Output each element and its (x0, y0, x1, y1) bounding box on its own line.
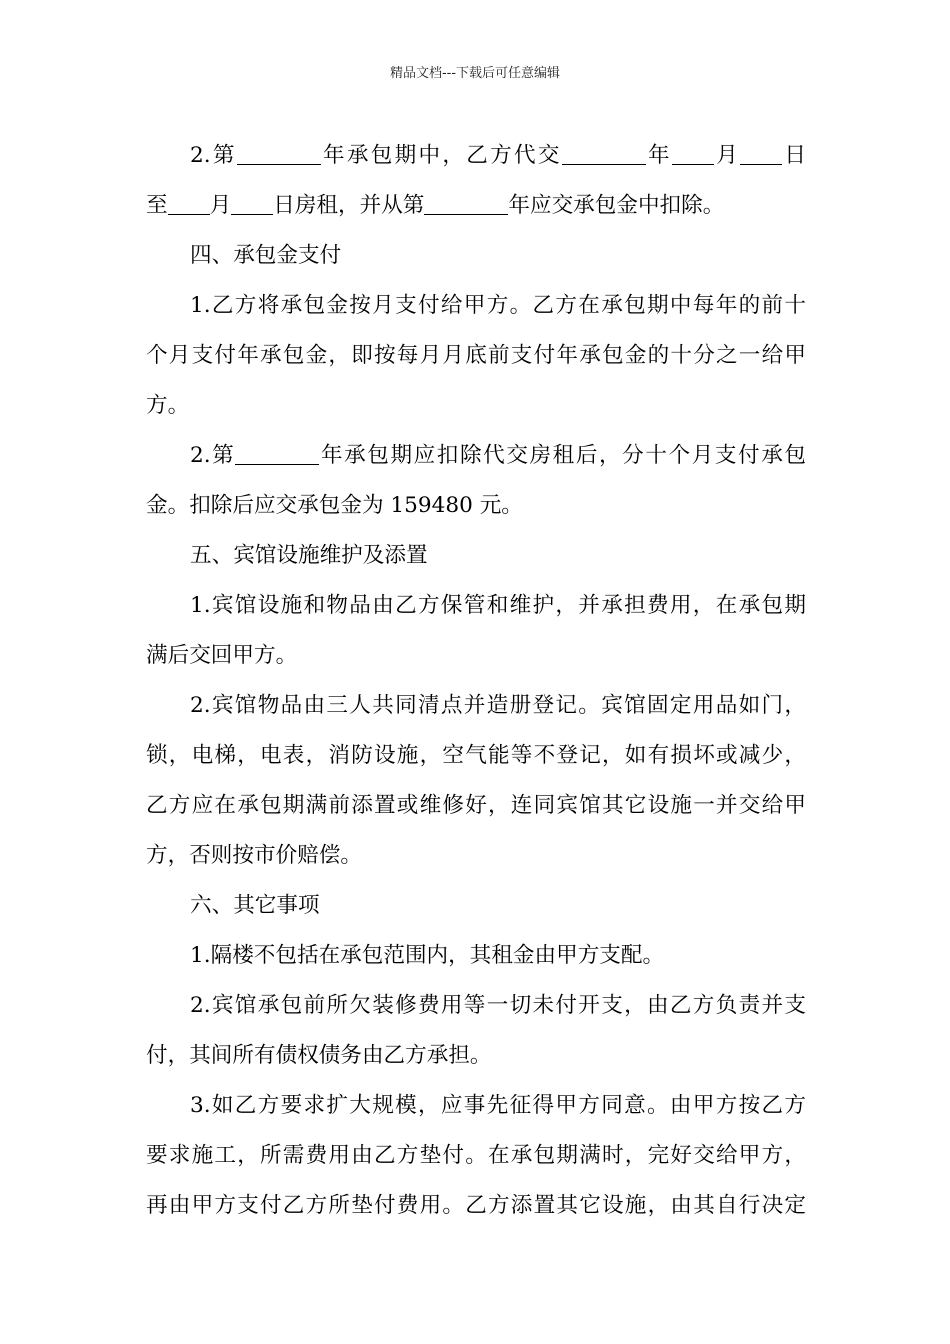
paragraph-line: 方。 (146, 393, 190, 418)
fill-blank[interactable] (562, 142, 646, 165)
paragraph-line: 要求施工，所需费用由乙方垫付。在承包期满时，完好交给甲方， (146, 1143, 806, 1168)
paragraph-line: 2.宾馆物品由三人共同清点并造册登记。宾馆固定用品如门， (190, 693, 806, 718)
fill-blank[interactable] (740, 142, 782, 165)
paragraph-line: 个月支付年承包金，即按每月月底前支付年承包金的十分之一给甲 (146, 343, 806, 368)
fill-blank[interactable] (231, 192, 273, 215)
section-heading: 五、宾馆设施维护及添置 (190, 543, 428, 568)
clause-line (146, 181, 806, 231)
paragraph-line: 锁，电梯，电表，消防设施，空气能等不登记，如有损坏或减少， (146, 743, 806, 768)
paragraph-line: 1.乙方将承包金按月支付给甲方。乙方在承包期中每年的前十 (190, 293, 806, 318)
paragraph-line: 1.宾馆设施和物品由乙方保管和维护，并承担费用，在承包期 (190, 593, 806, 618)
paragraph-line: 金。扣除后应交承包金为 159480 元。 (146, 493, 523, 518)
clause-text: 至 (146, 193, 168, 218)
paragraph-line: 3.如乙方要求扩大规模，应事先征得甲方同意。由甲方按乙方 (190, 1093, 806, 1118)
clause-text: 年承包期中，乙方代交 (320, 143, 562, 168)
paragraph-line: 1.隔楼不包括在承包范围内，其租金由甲方支配。 (190, 943, 665, 968)
paragraph-line: 满后交回甲方。 (146, 643, 298, 668)
clause-text: 年承包期应扣除代交房租后，分十个月支付承包 (319, 443, 806, 468)
clause-text: 月 (209, 193, 232, 218)
paragraph-line: 乙方应在承包期满前添置或维修好，连同宾馆其它设施一并交给甲 (146, 793, 806, 818)
fill-blank[interactable] (168, 192, 210, 215)
fill-blank[interactable] (424, 192, 508, 215)
paragraph-line: 付，其间所有债权债务由乙方承担。 (146, 1043, 492, 1068)
fill-blank[interactable] (237, 142, 321, 165)
clause-text: 日房租，并从第 (273, 193, 425, 218)
paragraph-line: 2.宾馆承包前所欠装修费用等一切未付开支，由乙方负责并支 (190, 993, 806, 1018)
clause-line (146, 431, 806, 481)
section-heading: 四、承包金支付 (190, 243, 342, 268)
clause-text: 2.第 (190, 443, 236, 468)
clause-text: 年应交承包金中扣除。 (508, 193, 725, 218)
section-heading: 六、其它事项 (190, 893, 320, 918)
paragraph-line: 再由甲方支付乙方所垫付费用。乙方添置其它设施，由其自行决定 (146, 1193, 806, 1218)
fill-blank[interactable] (235, 442, 319, 465)
clause-text: 日 (782, 143, 806, 168)
clause-text: 月 (713, 143, 741, 168)
paragraph-line: 方，否则按市价赔偿。 (146, 843, 362, 868)
fill-blank[interactable] (672, 142, 714, 165)
document-body (146, 131, 806, 1231)
clause-text: 年 (645, 143, 672, 168)
clause-text: 2.第 (190, 143, 237, 168)
page-header: 精品文档---下载后可任意编辑 (389, 66, 561, 81)
clause-line (146, 131, 806, 181)
